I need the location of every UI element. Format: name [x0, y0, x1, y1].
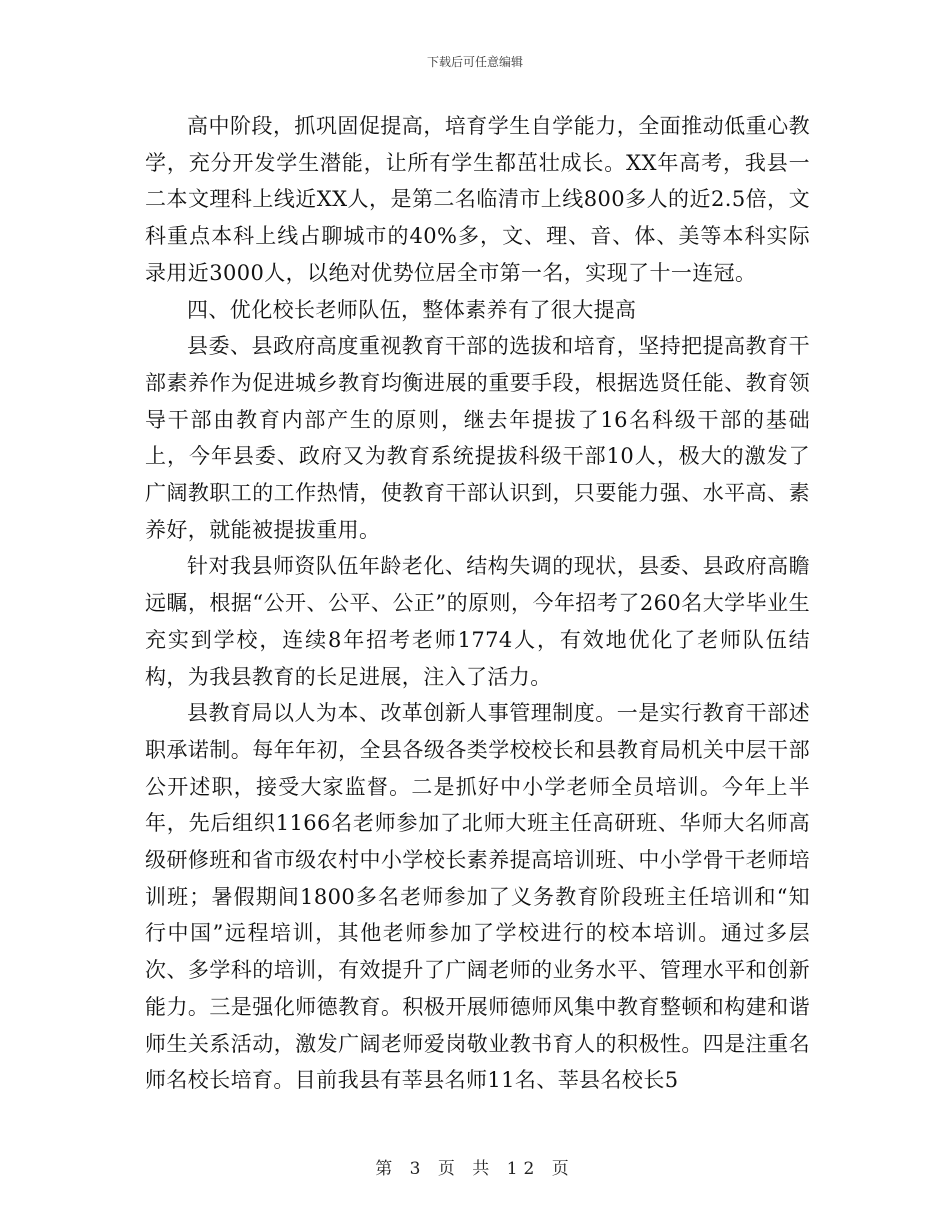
paragraph-personnel-reform: 县教育局以人为本、改革创新人事管理制度。一是实行教育干部述职承诺制。每年年初，全县各级各类学校校长和县教育局机关中层干部公开述职，接受大家监督。二是抓好中小学老师全员培训。今年上半年，先后组织1166名老师参加了北师大班主任高研班、华师大名师高级研修班和省市级农村中小学校长素养提高培训班、中小学骨干老师培训班；暑假期间1800多名老师参加了义务教育阶段班主任培训和“知行中国”远程培训，其他老师参加了学校进行的校本培训。通过多层次、多学科的培训，有效提升了广阔老师的业务水平、管理水平和创新能力。三是强化师德教育。积极开展师德师风集中教育整顿和构建和谐师生关系活动，激发广阔老师爱岗敬业教书育人的积极性。四是注重名师名校长培育。目前我县有莘县名师11名、莘县名校长5: [145, 701, 810, 1093]
page-number: 第 3 页 共 12 页: [375, 1159, 575, 1179]
paragraph-high-school: 高中阶段，抓巩固促提高，培育学生自学能力，全面推动低重心教学，充分开发学生潜能，让所有学生都茁壮成长。XX年高考，我县一二本文理科上线近XX人，是第二名临清市上线800多人的近2.5倍，文科重点本科上线占聊城市的40%多，文、理、音、体、美等本科实际录用近3000人，以绝对优势位居全市第一名，实现了十一连冠。: [145, 114, 810, 285]
document-body: [145, 108, 810, 1099]
paragraph-cadre-selection: 县委、县政府高度重视教育干部的选拔和培育，坚持把提高教育干部素养作为促进城乡教育均衡进展的重要手段，根据选贤任能、教育领导干部由教育内部产生的原则，继去年提拔了16名科级干部的基础上，今年县委、政府又为教育系统提拔科级干部10人，极大的激发了广阔教职工的工作热情，使教育干部认识到，只要能力强、水平高、素养好，就能被提拔重用。: [145, 334, 810, 542]
section-heading: 四、优化校长老师队伍，整体素养有了很大提高: [187, 297, 637, 322]
paragraph-teacher-recruitment: 针对我县师资队伍年龄老化、结构失调的现状，县委、县政府高瞻远瞩，根据“公开、公平、公正”的原则，今年招考了260名大学毕业生充实到学校，连续8年招考老师1774人，有效地优化了老师队伍结构，为我县教育的长足进展，注入了活力。: [145, 554, 810, 689]
page-header: 下载后可任意编辑: [426, 55, 523, 69]
